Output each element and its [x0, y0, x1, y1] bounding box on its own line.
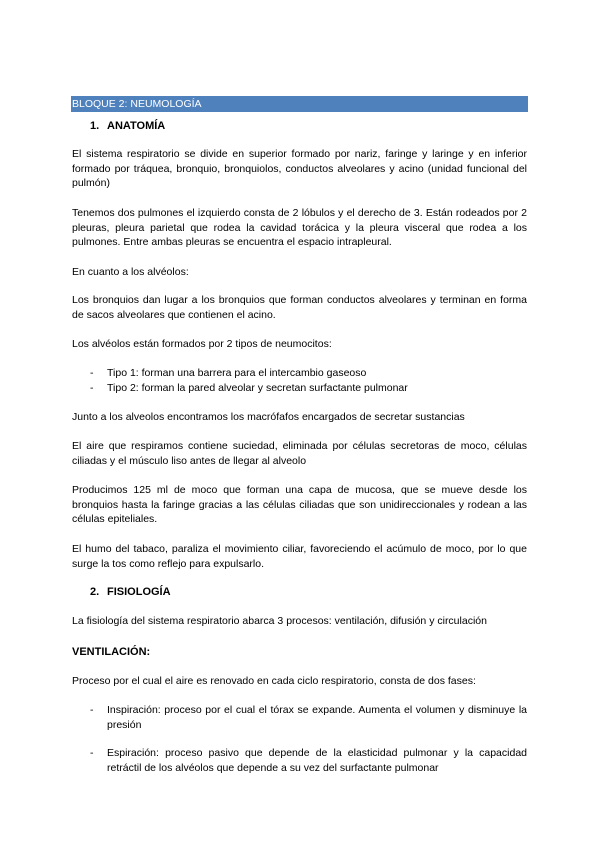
list-item [90, 746, 527, 776]
section-title: ANATOMÍA [107, 120, 166, 132]
section-number: 1. [90, 120, 100, 132]
list-item-text: Tipo 1: forman una barrera para el intercambio gaseoso [107, 367, 367, 379]
list-item-text: Tipo 2: forman la pared alveolar y secretan surfactante pulmonar [107, 382, 408, 394]
paragraph-aire-suciedad: El aire que respiramos contiene suciedad, eliminada por células secretoras de moco, células ciliadas y el músculo liso antes de llegar al alveolo [72, 440, 527, 467]
paragraph-macrofagos: Junto a los alveolos encontramos los macrófafos encargados de secretar sustancias [72, 411, 465, 423]
section-number: 2. [90, 586, 100, 598]
bullet-dash: - [90, 704, 94, 716]
list-item-text: Inspiración: proceso por el cual el tórax se expande. Aumenta el volumen y disminuye la presión [107, 704, 527, 731]
paragraph-sistema-respiratorio: El sistema respiratorio se divide en superior formado por nariz, faringe y laringe y en inferior formado por tráquea, bronquio, bronquiolos, conductos alveolares y acino (unidad funcional del pulmón) [72, 148, 527, 189]
subheading-ventilacion: VENTILACIÓN: [72, 646, 151, 658]
bullet-dash: - [90, 747, 94, 759]
list-item [90, 381, 527, 396]
list-item [90, 366, 527, 381]
list-item-text: Espiración: proceso pasivo que depende de la elasticidad pulmonar y la capacidad retráctil de los alvéolos que depende a su vez del surfactante pulmonar [107, 747, 527, 774]
paragraph-moco: Producimos 125 ml de moco que forman una capa de mucosa, que se mueve desde los bronquios hasta la faringe gracias a las células ciliadas que son unidireccionales y rodean a las células epiteliales. [72, 484, 527, 525]
paragraph-ventilacion: Proceso por el cual el aire es renovado en cada ciclo respiratorio, consta de dos fases: [72, 675, 476, 687]
bullet-dash: - [90, 367, 94, 379]
paragraph-pulmones: Tenemos dos pulmones el izquierdo consta de 2 lóbulos y el derecho de 3. Están rodeados por 2 pleuras, pleura parietal que rodea la cavidad torácica y la pleura visceral que rodea a los pulmones. Entre ambas pleuras se encuentra el espacio intrapleural. [72, 207, 527, 248]
section-title: FISIOLOGÍA [107, 586, 171, 598]
section-heading-fisiologia [90, 585, 290, 599]
bullet-dash: - [90, 382, 94, 394]
paragraph-neumocitos: Los alvéolos están formados por 2 tipos de neumocitos: [72, 338, 332, 350]
paragraph-alveolos-intro: En cuanto a los alvéolos: [72, 266, 189, 278]
paragraph-fisiologia: La fisiología del sistema respiratorio abarca 3 procesos: ventilación, difusión y circulación [72, 615, 487, 627]
paragraph-bronquios: Los bronquios dan lugar a los bronquios que forman conductos alveolares y terminan en forma de sacos alveolares que contienen el acino. [72, 294, 527, 321]
header-band: BLOQUE 2: NEUMOLOGÍA [71, 96, 528, 112]
list-item [90, 703, 527, 733]
section-heading-anatomia [90, 119, 290, 133]
paragraph-tabaco: El humo del tabaco, paraliza el movimiento ciliar, favoreciendo el acúmulo de moco, por lo que surge la tos como reflejo para expulsarlo. [72, 543, 527, 570]
